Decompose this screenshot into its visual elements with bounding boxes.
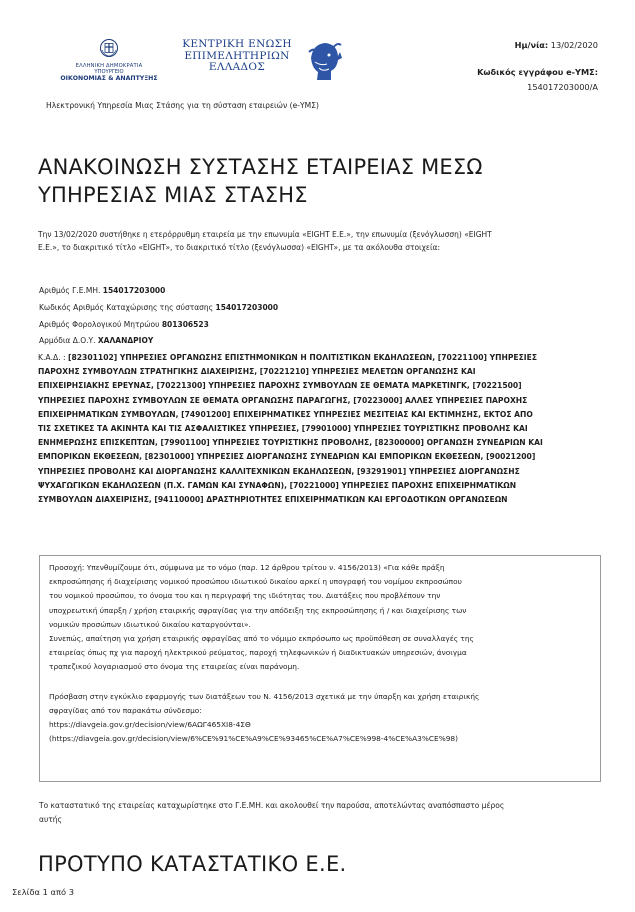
kad-line-text: ΨΥΧΑΓΩΓΙΚΩΝ ΕΚΔΗΛΩΣΕΩΝ (Π.Χ. ΓΑΜΩΝ ΚΑΙ ΣΥΝΑΦΩΝ), [70221000] ΥΠΗΡΕΣΙΕΣ ΠΑΡΟΧΗΣ ΕΠΙΧΕΙΡΗΜΑΤΙΚΩΝ xyxy=(38,480,517,490)
notice-line: εταιρείας όπως πχ για παροχή ηλεκτρικού ρεύματος, παροχή τηλεφωνικών ή διαδικτυακών υπηρεσιών, άνοιγμα xyxy=(49,648,467,658)
logo2-line3: ΕΛΛΑΔΟΣ xyxy=(208,61,266,73)
afm-label: Αριθμός Φορολογικού Μητρώου xyxy=(39,320,160,329)
kad-label: Κ.Α.Δ. : xyxy=(38,353,66,362)
title-line1: ΑΝΑΚΟΙΝΩΣΗ ΣΥΣΤΑΣΗΣ ΕΤΑΙΡΕΙΑΣ ΜΕΣΩ xyxy=(38,155,483,179)
notice-circular-line: Πρόσβαση στην εγκύκλιο εφαρμογής των διατάξεων του Ν. 4156/2013 σχετικά με την ύπαρξη και χρήση εταιρικής xyxy=(49,691,480,701)
notice-spacer xyxy=(49,675,591,690)
date-value: 13/02/2020 xyxy=(550,40,598,50)
kad-line xyxy=(38,422,600,436)
kad-line xyxy=(38,479,600,493)
intro-line1: Την 13/02/2020 συστήθηκε η ετερόρρυθμη εταιρεία με την επωνυμία «EIGHT Ε.Ε.», την επωνυμία (ξενόγλωσση) «EIGHT xyxy=(38,230,492,239)
kad-line-text: ΣΥΜΒΟΥΛΩΝ ΔΙΑΧΕΙΡΙΣΗΣ, [94110000] ΔΡΑΣΤΗΡΙΟΤΗΤΕΣ ΕΠΙΧΕΙΡΗΜΑΤΙΚΩΝ ΚΑΙ ΕΡΓΟΔΟΤΙΚΩΝ ΟΡΓΑΝΩΣΕΩΝ xyxy=(38,495,508,505)
kad-line-text: ΕΠΙΧΕΙΡΗΣΙΑΚΗΣ ΕΡΕΥΝΑΣ, [70221300] ΥΠΗΡΕΣΙΕΣ ΠΑΡΟΧΗΣ ΣΥΜΒΟΥΛΩΝ ΣΕ ΘΕΜΑΤΑ ΜΑΡΚΕΤΙΝΓΚ, [70221500] xyxy=(38,381,522,391)
notice-line: νομικών προσώπων ιδιωτικού δικαίου καταργούνται». xyxy=(49,619,251,629)
notice-line: εκπροσώπησης ή διαχείρισης νομικού προσώπου ιδιωτικού δικαίου αρκεί η υπογραφή του νομίμου εκπροσώπου xyxy=(49,577,462,587)
ministry-logo xyxy=(55,38,163,84)
doc-code-label: Κωδικός εγγράφου e-ΥΜΣ: xyxy=(477,67,598,77)
diavgeia-encoded-link[interactable]: (https://diavgeia.gov.gr/decision/view/6%CE%91%CE%A9%CE%93465%CE%A7%CE%998-4%CE%A3%CE%98) xyxy=(49,734,459,744)
doy-label: Αρμόδια Δ.Ο.Υ. xyxy=(39,336,96,345)
kad-line xyxy=(38,394,600,408)
logo1-line1: ΕΛΛΗΝΙΚΗ ΔΗΜΟΚΡΑΤΙΑ xyxy=(75,63,143,69)
afm-value: 801306523 xyxy=(161,320,209,329)
intro-paragraph xyxy=(38,229,600,254)
hermes-head-icon xyxy=(307,38,343,84)
kad-line-text: ΕΜΠΟΡΙΚΩΝ ΕΚΘΕΣΕΩΝ, [82301000] ΥΠΗΡΕΣΙΕΣ ΔΙΟΡΓΑΝΩΣΗΣ ΣΥΝΕΔΡΙΩΝ ΚΑΙ ΕΜΠΟΡΙΚΩΝ ΕΚΘΕΣΕΩΝ, [90021200] xyxy=(38,452,536,462)
document-code-value: 154017203000/Α xyxy=(527,82,598,92)
intro-line2: Ε.Ε.», το διακριτικό τίτλο «EIGHT», το διακριτικό τίτλο (ξενόγλωσσα) «EIGHT», με τα ακόλουθα στοιχεία: xyxy=(38,242,440,252)
kad-line-text: [82301102] ΥΠΗΡΕΣΙΕΣ ΟΡΓΑΝΩΣΗΣ ΕΠΙΣΤΗΜΟΝΙΚΩΝ Η ΠΟΛΙΤΙΣΤΙΚΩΝ ΕΚΔΗΛΩΣΕΩΝ, [70221100] ΥΠΗΡΕΣΙΕΣ xyxy=(68,353,538,362)
notice-circular-line: σφραγίδας από τον παρακάτω σύνδεσμο: xyxy=(49,705,202,715)
kad-line xyxy=(38,465,600,479)
notice-line: του νομικού προσώπου, το όνομα του και η περιγραφή της ιδιότητας του. Διατάξεις που προβλέπουν την xyxy=(49,591,441,601)
kad-line-text: ΕΝΗΜΕΡΩΣΗΣ ΕΠΙΣΚΕΠΤΩΝ, [79901100] ΥΠΗΡΕΣΙΕΣ ΤΟΥΡΙΣΤΙΚΗΣ ΠΡΟΒΟΛΗΣ, [82300000] ΟΡΓΑΝΩΣΗ ΣΥΝΕΔΡΙΩΝ ΚΑΙ xyxy=(38,438,543,448)
kad-line xyxy=(38,450,600,464)
kad-line xyxy=(38,408,600,422)
kad-line xyxy=(38,436,600,450)
gemi-label: Αριθμός Γ.Ε.ΜΗ. xyxy=(39,286,101,295)
kad-line xyxy=(38,351,600,365)
kad-activities xyxy=(38,351,600,507)
service-subtitle: Ηλεκτρονική Υπηρεσία Μιας Στάσης για τη σύσταση εταιρειών (e-ΥΜΣ) xyxy=(46,101,319,110)
code-value: 154017203000 xyxy=(215,303,279,312)
logo1-line3: ΟΙΚΟΝΟΜΙΑΣ & ΑΝΑΠΤΥΞΗΣ xyxy=(60,75,158,82)
gemi-number xyxy=(39,285,165,297)
logo1-line2: ΥΠΟΥΡΓΕΙΟ xyxy=(94,69,124,75)
notice-box xyxy=(39,555,601,782)
kad-line-text: ΥΠΗΡΕΣΙΕΣ ΠΑΡΟΧΗΣ ΣΥΜΒΟΥΛΩΝ ΣΕ ΘΕΜΑΤΑ ΟΡΓΑΝΩΣΗΣ ΠΑΡΑΓΩΓΗΣ, [70223000] ΑΛΛΕΣ ΥΠΗΡΕΣΙΕΣ ΠΑΡΟΧΗΣ xyxy=(38,395,528,405)
notice-line: υποχρεωτική ύπαρξη / χρήση εταιρικής σφραγίδας για την απόδειξη της εκπροσώπησης ή / και διαχείρισης των xyxy=(49,605,467,615)
document-date xyxy=(515,40,598,50)
doy-value: ΧΑΛΑΝΔΡΙΟΥ xyxy=(97,336,154,345)
kad-line xyxy=(38,365,600,379)
kad-line-text: ΕΠΙΧΕΙΡΗΜΑΤΙΚΩΝ ΣΥΜΒΟΥΛΩΝ, [74901200] ΕΠΙΧΕΙΡΗΜΑΤΙΚΕΣ ΥΠΗΡΕΣΙΕΣ ΜΕΣΙΤΕΙΑΣ ΚΑΙ ΕΚΤΙΜΗΣΗΣ, ΕΚΤΟΣ ΑΠΟ xyxy=(38,409,533,419)
notice-line: Προσοχή: Υπενθυμίζουμε ότι, σύμφωνα με το νόμο (παρ. 12 άρθρου τρίτου ν. 4156/2013) «Για κάθε πράξη xyxy=(49,563,445,572)
kad-line xyxy=(38,379,600,393)
title-line2: ΥΠΗΡΕΣΙΑΣ ΜΙΑΣ ΣΤΑΣΗΣ xyxy=(38,183,308,207)
gemi-value: 154017203000 xyxy=(102,286,166,295)
greek-emblem-icon xyxy=(99,38,119,58)
chambers-logo xyxy=(167,38,343,84)
statute-note-line1: Το καταστατικό της εταιρείας καταχωρίστηκε στο Γ.Ε.ΜΗ. και ακολουθεί την παρούσα, αποτελώντας αναπόσπαστο μέρος xyxy=(39,801,505,810)
statute-note xyxy=(39,799,601,826)
document-code-label xyxy=(477,67,598,77)
page-title xyxy=(38,153,598,209)
notice-line: Συνεπώς, απαίτηση για χρήση εταιρικής σφραγίδας από το νόμιμο εκπρόσωπο ως προϋπόθεση σε συναλλαγές της xyxy=(49,634,474,644)
tax-office xyxy=(39,335,153,347)
registration-code xyxy=(39,302,278,314)
chambers-logo-text xyxy=(167,39,307,74)
kad-line-text: ΤΙΣ ΣΧΕΤΙΚΕΣ ΤΑ ΑΚΙΝΗΤΑ ΚΑΙ ΤΙΣ ΑΣΦΑΛΙΣΤΙΚΕΣ ΥΠΗΡΕΣΙΕΣ, [79901000] ΥΠΗΡΕΣΙΕΣ ΤΟΥΡΙΣΤΙΚΗΣ ΠΡΟΒΟΛΗΣ ΚΑΙ xyxy=(38,424,528,434)
code-label: Κωδικός Αριθμός Καταχώρισης της σύστασης xyxy=(39,303,214,312)
logo2-line2: ΕΠΙΜΕΛΗΤΗΡΙΩΝ xyxy=(184,49,290,62)
kad-line-text: ΠΑΡΟΧΗΣ ΣΥΜΒΟΥΛΩΝ ΣΤΡΑΤΗΓΙΚΗΣ ΔΙΑΧΕΙΡΙΣΗΣ, [70221210] ΥΠΗΡΕΣΙΕΣ ΜΕΛΕΤΩΝ ΟΡΓΑΝΩΣΗΣ ΚΑΙ xyxy=(38,367,476,377)
statute-note-line2: αυτής xyxy=(39,814,62,824)
template-title: ΠΡΟΤΥΠΟ ΚΑΤΑΣΤΑΤΙΚΟ Ε.Ε. xyxy=(38,852,347,876)
kad-line-text: ΥΠΗΡΕΣΙΕΣ ΠΡΟΒΟΛΗΣ ΚΑΙ ΔΙΟΡΓΑΝΩΣΗΣ ΚΑΛΛΙΤΕΧΝΙΚΩΝ ΕΚΔΗΛΩΣΕΩΝ, [93291901] ΥΠΗΡΕΣΙΕΣ ΔΙΟΡΓΑΝΩΣΗΣ xyxy=(38,466,520,476)
logo2-line1: ΚΕΝΤΡΙΚΗ ΕΝΩΣΗ xyxy=(182,38,292,50)
date-label: Ημ/νία: xyxy=(514,40,549,50)
notice-line: τραπεζικού λογαριασμού στο όνομα της εταιρείας είναι παράνομη. xyxy=(49,662,300,672)
page-number: Σελίδα 1 από 3 xyxy=(12,887,74,897)
tax-number xyxy=(39,319,209,331)
kad-line xyxy=(38,493,600,507)
diavgeia-link[interactable]: https://diavgeia.gov.gr/decision/view/6ΑΩΓ465ΧΙ8-4ΣΘ xyxy=(49,720,251,730)
